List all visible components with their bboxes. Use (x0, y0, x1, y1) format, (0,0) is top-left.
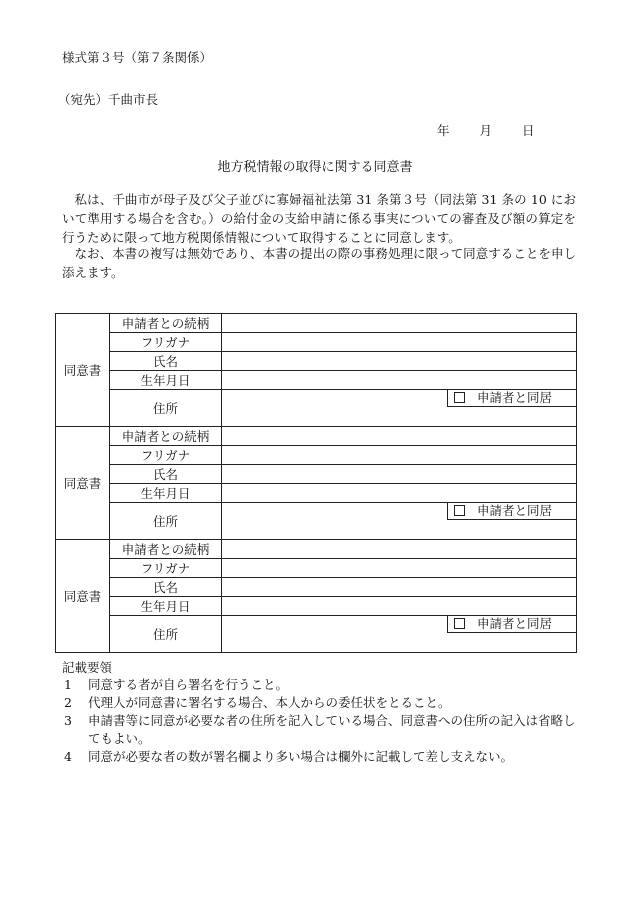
relationship-label: 申請者との続柄 (110, 427, 222, 446)
relationship-label: 申請者との続柄 (110, 540, 222, 559)
cohabit-checkbox[interactable] (454, 392, 465, 403)
note-text: 申請書等に同意が必要な者の住所を記入している場合、同意書への住所の記入は省略してもよい。 (88, 713, 576, 746)
furigana-field[interactable] (222, 559, 577, 578)
relationship-field[interactable] (222, 427, 577, 446)
group-label: 同意書 (56, 540, 110, 653)
cohabit-option[interactable] (447, 389, 577, 407)
address-label: 住所 (110, 503, 222, 540)
table-row (56, 314, 577, 333)
note-number: 4 (64, 749, 72, 764)
table-row (56, 616, 577, 653)
document-title: 地方税情報の取得に関する同意書 (217, 160, 413, 175)
table-row (56, 559, 577, 578)
table-row (56, 484, 577, 503)
name-label: 氏名 (110, 465, 222, 484)
table-row (56, 540, 577, 559)
consent-paragraph: 私は、千曲市が母子及び父子並びに寡婦福祉法第 31 条第３号（同法第 31 条の 10 において準用する場合を含む。）の給付金の支給申請に係る事実についての審査及び額の算定を行うために限って地方税関係情報について取得することに同意します。 (62, 192, 576, 245)
birthdate-field[interactable] (222, 597, 577, 616)
birthdate-field[interactable] (222, 371, 577, 390)
cohabit-checkbox[interactable] (454, 618, 465, 629)
table-row (56, 371, 577, 390)
birthdate-label: 生年月日 (110, 484, 222, 503)
note-number: 2 (64, 695, 72, 710)
address-field[interactable] (222, 390, 577, 427)
list-item (62, 694, 582, 712)
relationship-field[interactable] (222, 314, 577, 333)
address-field[interactable] (222, 616, 577, 653)
table-row (56, 503, 577, 540)
table-row (56, 390, 577, 427)
table-row (56, 597, 577, 616)
date-year: 年 (437, 123, 450, 138)
name-field[interactable] (222, 578, 577, 597)
consent-table (55, 313, 577, 653)
cohabit-checkbox[interactable] (454, 505, 465, 516)
notes-heading: 記載要領 (62, 660, 113, 675)
name-label: 氏名 (110, 352, 222, 371)
furigana-field[interactable] (222, 333, 577, 352)
name-label: 氏名 (110, 578, 222, 597)
furigana-label: フリガナ (110, 446, 222, 465)
cohabit-option[interactable] (447, 615, 577, 633)
table-row (56, 578, 577, 597)
note-text: 同意する者が自ら署名を行うこと。 (88, 677, 289, 692)
addressee: （宛先）千曲市長 (58, 92, 159, 107)
name-field[interactable] (222, 465, 577, 484)
relationship-field[interactable] (222, 540, 577, 559)
table-row (56, 352, 577, 371)
address-field[interactable] (222, 503, 577, 540)
cohabit-option[interactable] (447, 502, 577, 520)
address-label: 住所 (110, 390, 222, 427)
cohabit-label: 申請者と同居 (477, 616, 553, 631)
list-item (62, 712, 582, 748)
table-row (56, 465, 577, 484)
cohabit-label: 申請者と同居 (477, 390, 553, 405)
birthdate-label: 生年月日 (110, 371, 222, 390)
date-month: 月 (479, 123, 493, 138)
note-number: 1 (64, 677, 72, 692)
date-day: 日 (522, 123, 535, 138)
form-number: 様式第３号（第７条関係） (62, 50, 213, 65)
note-text: 同意が必要な者の数が署名欄より多い場合は欄外に記載して差し支えない。 (88, 749, 514, 764)
cohabit-label: 申請者と同居 (477, 503, 553, 518)
birthdate-field[interactable] (222, 484, 577, 503)
list-item (62, 676, 582, 694)
notes-list (62, 676, 582, 766)
table-row (56, 333, 577, 352)
list-item (62, 748, 582, 766)
table-row (56, 427, 577, 446)
note-text: 代理人が同意書に署名する場合、本人からの委任状をとること。 (88, 695, 451, 710)
group-label: 同意書 (56, 314, 110, 427)
group-label: 同意書 (56, 427, 110, 540)
relationship-label: 申請者との続柄 (110, 314, 222, 333)
furigana-field[interactable] (222, 446, 577, 465)
date-line (437, 121, 535, 139)
note-number: 3 (64, 713, 72, 728)
birthdate-label: 生年月日 (110, 597, 222, 616)
furigana-label: フリガナ (110, 333, 222, 352)
furigana-label: フリガナ (110, 559, 222, 578)
note-paragraph: なお、本書の複写は無効であり、本書の提出の際の事務処理に限って同意することを申し添えます。 (62, 246, 576, 280)
address-label: 住所 (110, 616, 222, 653)
table-row (56, 446, 577, 465)
name-field[interactable] (222, 352, 577, 371)
